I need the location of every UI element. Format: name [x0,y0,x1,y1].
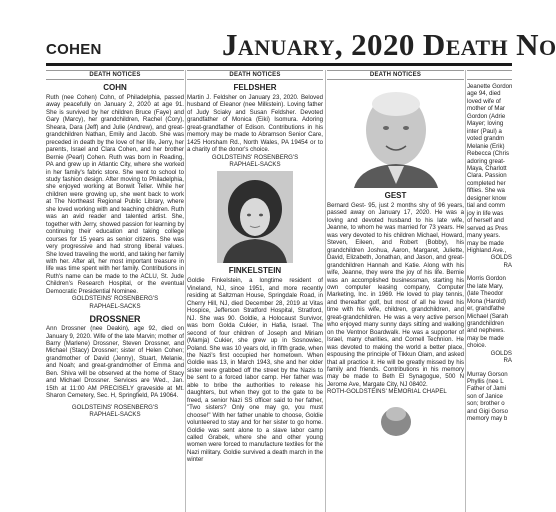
text-line: inter (Paul) a [467,127,502,135]
signature-line: GOLDSTEINS' ROSENBERG'S [211,153,299,161]
column-1 [46,70,184,512]
obituary-name-cohn: COHN [103,83,127,92]
text-line: voted grandm [467,135,505,143]
text-line: Jeanette Gordon [467,83,513,90]
obituary-name-drossner: DROSSNER [89,314,141,325]
section-banner: DEATH NOTICES [46,70,184,80]
text-line: son of Janice [467,392,503,400]
column-2 [187,70,323,512]
text-line: Father of Jami [467,385,506,393]
header-rule [46,63,512,66]
text-line: Rebecca (Chris [467,150,509,158]
text-line: and nephews. [467,327,505,335]
text-line: Mayer; loving [467,120,504,128]
portrait-photo [346,84,446,188]
text-line: Michael (Sarah [467,312,508,320]
obituary-text-cohn: Ruth (nee Cohen) Cohn, of Philadelphia, passed away peacefully on January 2, 2020 at age 91. She is survived by her children Bruce (Faye) and Gary (Marcy), her grandchildren, Rachel (Cory), Sheara, Dara (Jeff) and Julie (Andrew), and great-grandchildren Nathan, Emily and Jacob. She was preceded in death by the love of her life, Jerry, her parents, Israel and Clara Cohen, and her brother Bernie (Pearl) Cohen. Ruth was born in Reading, PA and grew up in Atlantic City, where she worked in her family's fabric store. She went to school to study fashion design. After moving to Philadelphia, she enjoyed working at Bonwit Teller. While her children were growing up, she went back to work at The Northeast Regional Public Library, where she loved working with and teaching children. Ruth was an avid reader and talented artist. She, together with Jerry, showed passion for learning by continuing their education and taking college courses for 15 years as senior citizens. She was very progressive and had strong liberal values. She loved traveling the world, and taking her family with her. After all, her most important treasure in life was time spent with her family. Contributions in Ruth's name can be made to the ACLU, St. Jude Children's Research Hospital, or the eventual Democratic Presidential Nominee. [46,94,184,295]
text-line: age 94, died [467,90,501,98]
obituary-name-feldsher: FELDSHER [233,83,277,92]
text-line: Highland Ave., [467,246,507,254]
funeral-home-signature: ROTH-GOLDSTEINS' MEMORIAL CHAPEL [327,388,447,396]
signature-line: RA [503,357,512,365]
obituary-name-gest: GEST [384,191,407,200]
section-banner: DEATH NOTICES [327,70,464,80]
text-line: Melanie (Erik) [467,142,505,150]
text-line: mother of Mar [467,105,505,113]
signature-line: RA [503,261,512,269]
text-line: served as Pres [467,224,508,232]
signature-line: RAPHAEL-SACKS [89,410,141,418]
text-line: many years. [467,232,501,240]
signature-line: GOLDSTEINS' ROSENBERG'S [71,403,159,411]
running-head: COHEN [46,41,102,58]
funeral-home-signature [467,350,512,365]
signature-line: RAPHAEL-SACKS [89,302,141,310]
portrait-photo [217,171,293,263]
text-line: and Gigi Gorso [467,407,508,415]
funeral-home-signature [187,154,323,169]
text-line: designer know [467,194,507,202]
text-line: er, grandfathe [467,305,505,313]
text-line: may be made [467,334,504,342]
funeral-home-signature [467,254,512,269]
text-line: Gordon (Adrie [467,112,506,120]
text-line: may be made [467,239,504,247]
section-banner: DEATH NOTICES [187,70,323,80]
signature-line: RAPHAEL-SACKS [229,161,281,169]
text-line: completed her [467,179,506,187]
signature-line: GOLDS [490,349,512,357]
text-line: Morris Gordon [467,275,506,283]
signature-line: GOLDS [490,254,512,262]
text-line: Phyllis (nee L [467,378,504,386]
text-line: loved wife of [467,97,501,105]
text-line: tial and comm [467,202,505,210]
obituary-text-gest: Bernard Gest- 95, just 2 months shy of 96 years, passed away on January 17, 2020. He was a loving and devoted husband to his late wife, Jeanne, to whom he was married for 73 years. He was very devoted to his children Michael, Howard, Steven, Eileen, and Robert (Bobby), his grandchildren Joshua, Aaron, Margaret, Juliette, David, Elizabeth, Jonathan, and Jason, and great-grandchildren Hannah and Katie. Along with his wife, Jeanne, they were the joy of his life. Bernie was an accomplished businessman, starting his own computer leasing company, Computer Marketing, Inc. in 1969. He loved to play tennis, and thereafter golf, but most of all he loved his time with his wife, children, grandchildren, and great-grandchildren. He was a very active person who enjoyed many sunny days sitting and walking on the Ventnor Boardwalk. He was a supporter of Israel, many charities, and Cornell Technion. He was devoted to making the world a better place, espousing the principle of Tikkun Olam, and asked that all practice it. He will be greatly missed by his family and friends. Contributions in his memory may be made to Beth El Synagogue, 500 N Jerome Ave, Margate City, NJ 08402. [327,202,464,388]
funeral-home-signature [46,295,184,310]
obituary-name-finkelstein: FINKELSTEIN [228,266,282,276]
text-line: Clara. Passion [467,172,507,180]
section-banner-partial [467,70,512,80]
text-line: (late Theodor [467,290,504,298]
portrait-photo [374,402,418,432]
text-line: memory may b [467,415,508,423]
text-line: Murray Gorson [467,370,508,378]
text-line: Maya, Charlott [467,164,507,172]
column-divider [465,70,466,512]
obituary-text-gordon-morris [467,275,512,350]
text-line: choice. [467,342,487,350]
page-title: January, 2020 Death No [222,27,556,62]
obituary-text-finkelstein: Goldie Finkelstein, a longtime resident of Vineland, NJ, since 1951, and more recently residing at Saltzman House, Springdale Road, in Cherry Hill, NJ, died December 28, 2019 at Vitas Hospice, Jefferson Stratford Hospital, Stratford, NJ. She was 90. Goldie, a Holocaust Survivor, was born Golda Cukier, in Hafia, Israel. The second of four children of Joseph and Miriam (Mamja) Cukier, she grew up in Sosnowiec, Poland. She was 10 years old, in fifth grade, when the Nazi's first occupied her hometown. When Goldie was 13, in March 1943, she and her older sister were grabbed off the street by the Nazis to be sent to a forced labor camp. Her father was able to bribe the authorities to release his daughters, but when they got to the gate to be freed, a senior Nazi SS officer said to her father, "Two sisters? Only one may go, you must choose!" With her father unable to choose, Goldie volunteered to stay and for her sister to go home. Goldie was sent alone to a slave labor camp called Grabek, where she and other young women were forced to manufacture textiles for the Nazi military. Goldie survived a death march in the winter [187,277,323,464]
text-line: adoring great- [467,157,505,165]
text-line: son; brother o [467,400,505,408]
column-3 [327,70,464,512]
text-line: Mona (Harold) [467,297,506,305]
obituary-text-gordon-jeanette [467,83,512,254]
obituary-text-drossner: Ann Drossner (nee Deakin), age 92, died on January 9, 2020. Wife of the late Marvin; mother of Barry (Marlene) Drossner, Steven Drossner, and Michael (Stacy) Drossner; sister of Helen Cohen; grandmother of David (Jenny), Stuart, Melanie, and Noah; and great-grandmother of Emma and Ben. Shiva will be observed at the home of Stacy and Michael Drossner. Services are Wed., Jan. 15th at 11:00 AM PRECISELY graveside at Mt. Sharon Cemetery, Sec. H, Springfield, PA 19064. [46,325,184,400]
text-line: joy in life was [467,209,504,217]
obituary-text-feldsher: Martin J. Feldsher on January 23, 2020. Beloved husband of Eleanor (nee Milkstein). Loving father of Judy Sciaky and Susan Feldsher. Devoted grandfather of Monica (Eiki) Isomura. Adoring great-grandfather of Edison. Contributions in his memory may be made to Abramson Senior Care, 1425 Horsham Rd., North Wales, PA 19454 or to a charity of the donor's choice. [187,94,323,154]
column-divider [185,70,186,512]
signature-line: GOLDSTEINS' ROSENBERG'S [71,295,159,303]
column-4 [467,70,512,512]
funeral-home-signature [46,404,184,419]
text-line: of herself and [467,217,504,225]
text-line: fifties. She wa [467,187,505,195]
obituary-text-gorson [467,371,512,423]
column-divider [325,70,326,512]
text-line: grandchildren [467,319,504,327]
text-line: the late Mary, [467,282,504,290]
